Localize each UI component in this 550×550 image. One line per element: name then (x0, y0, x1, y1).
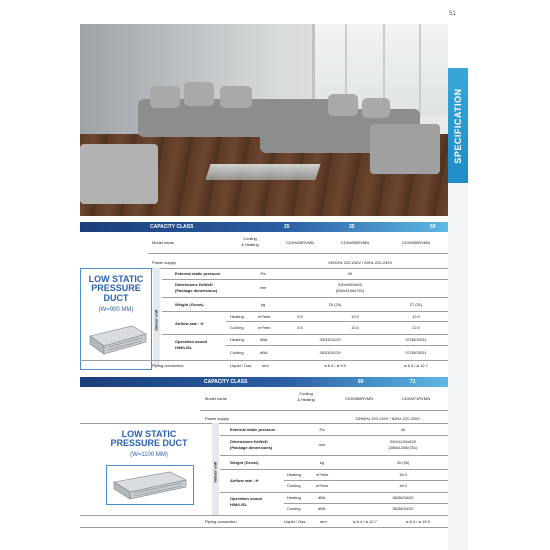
dim-unit: mm (318, 442, 326, 447)
model-cell: CDXM60RVMN (345, 396, 373, 401)
airflow-cell: 10.0 (351, 325, 359, 330)
mode-label: & Heating (241, 242, 259, 247)
sound-unit: dBA (318, 506, 326, 511)
esp-label: External static pressure (230, 427, 276, 432)
dimensions-label: (Package dimensions) (175, 288, 218, 293)
ottoman (80, 144, 158, 204)
esp-value: 40 (347, 271, 353, 276)
weight-unit: kg (260, 302, 266, 307)
capacity-class-bar-1: CAPACITY CLASS 25 35 50 (80, 222, 448, 232)
airflow-cell: 10.0 (351, 314, 359, 319)
cooling-label: Cooling (287, 483, 301, 488)
sound-unit: dBA (318, 495, 326, 500)
sound-cell: 35/33/31/29 (319, 337, 341, 342)
cooling-label: Cooling (230, 350, 244, 355)
sound-unit: dBA (260, 337, 268, 342)
sound-cell: 35/33/31/29 (319, 350, 341, 355)
airflow-unit: m³/min. (258, 325, 272, 330)
duct-unit-image (86, 320, 148, 360)
sound-unit: dBA (260, 350, 268, 355)
dim-value: 200x1100x620 (390, 439, 416, 444)
capacity-class-bar-2: CAPACITY CLASS 60 71 (80, 377, 448, 387)
heating-label: Heating (230, 337, 244, 342)
dimensions-label: (Package dimensions) (230, 445, 273, 450)
dimensions-label: Dimensions HxWxD (175, 282, 213, 287)
sound-label: Operation sound (230, 496, 262, 501)
sound-cell: 37/35/33/31 (405, 337, 427, 342)
model-name-label: Model name (205, 396, 228, 401)
cushion (184, 82, 214, 106)
piping-label: Piping connection (152, 363, 184, 368)
airflow-cell: 12.0 (412, 325, 420, 330)
side-strip (448, 183, 468, 550)
sound-label: Operation sound (175, 339, 207, 344)
weight-label: Weight (Gross) (175, 302, 204, 307)
dim-value: (266x1306x751) (388, 445, 418, 450)
cushion (220, 86, 252, 108)
cushion (362, 98, 390, 118)
airflow-cell: 12.0 (412, 314, 420, 319)
product-title: LOW STATIC PRESSURE DUCT (110, 429, 188, 449)
weight-unit: kg (319, 460, 325, 465)
heating-label: Heating (230, 314, 244, 319)
esp-unit: Pa (260, 271, 266, 276)
esp-label: External static pressure (175, 271, 221, 276)
esp-unit: Pa (319, 427, 325, 432)
power-supply-value: 1Φ50Hz 220-240V / 60Hz 220-230V (355, 416, 420, 421)
sound-cell: 38/36/34/32 (392, 506, 414, 511)
dim-unit: mm (259, 285, 267, 290)
specification-tab: SPECIFICATION (448, 68, 468, 183)
product-width: (W=900 MM) (98, 307, 134, 313)
model-cell: CDXM35RVMN (341, 240, 369, 245)
glass-table (205, 164, 320, 180)
model-cell: CDXM71RVMN (402, 396, 430, 401)
esp-value: 40 (400, 427, 406, 432)
cushion (328, 94, 358, 116)
dim-value: (266x1106x751) (335, 288, 365, 293)
product-width: (W=1100 MM) (130, 452, 168, 458)
product-title: LOW STATIC PRESSURE DUCT (88, 274, 144, 303)
cooling-label: Cooling (230, 325, 244, 330)
cushion (150, 86, 180, 108)
sound-label: H/M/L/SL (230, 502, 248, 507)
airflow-label: Airflow rate : H (175, 321, 204, 326)
sound-cell: 37/35/33/31 (405, 350, 427, 355)
heating-label: Heating (287, 472, 301, 477)
mode-label: & Heating (297, 397, 315, 402)
duct-unit-image (110, 468, 190, 502)
airflow-unit: m³/min. (316, 472, 330, 477)
living-room-photo (80, 24, 448, 216)
weight-value: 27 (31) (409, 302, 423, 307)
piping-cell: ø 6.4 / ø 12.7 (404, 363, 428, 368)
piping-unit-label: Liquid / Gas (230, 363, 252, 368)
piping-cell: ø 6.4 / ø 9.5 (324, 363, 346, 368)
piping-unit: mm (262, 363, 269, 368)
sound-label: H/M/L/SL (175, 345, 193, 350)
heating-label: Heating (287, 495, 301, 500)
model-name-label: Model name (152, 240, 175, 245)
mode-label: Cooling (299, 391, 313, 396)
page-number: 51 (449, 11, 456, 17)
weight-label: Weight (Gross) (230, 460, 259, 465)
piping-unit: mm (320, 519, 327, 524)
piping-cell: ø 6.4 / ø 12.7 (353, 519, 377, 524)
sound-cell: 38/36/34/32 (392, 495, 414, 500)
mode-label: Cooling (243, 236, 257, 241)
piping-cell: ø 6.4 / ø 15.9 (406, 519, 430, 524)
model-cell: CDXM25RVMN (286, 240, 314, 245)
model-cell: CDXM50RVMN (402, 240, 430, 245)
dim-value: 200x900x620 (337, 282, 363, 287)
airflow-cell: 16.0 (399, 472, 407, 477)
airflow-label: Airflow rate : H (230, 478, 259, 483)
power-supply-value: 1Φ50Hz 220-240V / 60Hz 220-230V (327, 260, 393, 265)
ottoman (370, 124, 440, 174)
dimensions-label: Dimensions HxWxD (230, 439, 268, 444)
power-supply-label: Power supply (152, 260, 177, 265)
airflow-unit: m³/min. (316, 483, 330, 488)
airflow-cell: 9.5 (297, 314, 303, 319)
power-supply-label: Power supply (205, 416, 230, 421)
indoor-unit-label: Indoor unit (153, 309, 159, 331)
airflow-unit: m³/min. (258, 314, 272, 319)
weight-value: 25 (29) (328, 302, 342, 307)
indoor-unit-label: Indoor unit (212, 461, 218, 483)
cooling-label: Cooling (287, 506, 301, 511)
airflow-cell: 9.5 (297, 325, 303, 330)
piping-label: Piping connection (205, 519, 237, 524)
weight-value: 30 (35) (396, 460, 410, 465)
airflow-cell: 16.0 (399, 483, 407, 488)
piping-unit-label: Liquid / Gas (284, 519, 306, 524)
